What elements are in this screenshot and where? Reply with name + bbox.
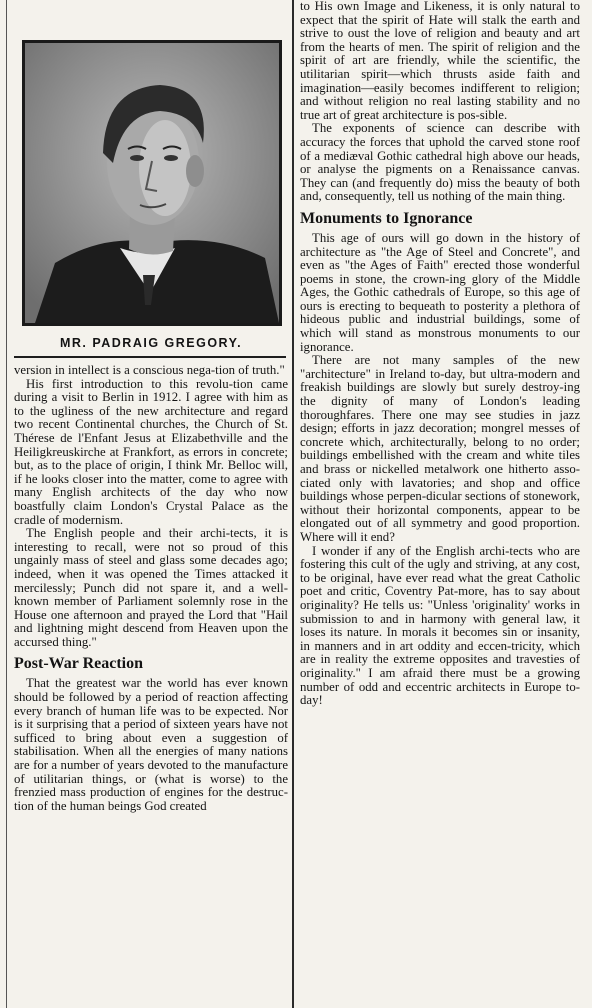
left-paragraph-2: His first introduction to this revolu-tion came during a visit to Berlin in 1912. I agree with him as to the ugliness of the new architecture and regard two recent Continental churches, the Church of St. Thérese de l'Enfant Jesus at Elizabethville and the Heiligkreuskirche at Frankfort, as errors in concrete; but, as to the place of origin, I think Mr. Belloc will, if he looks closer into the matter, come to agree with many English architects of the day who now boastfully claim London's Crystal Palace as the cradle of modernism.: [14, 376, 288, 527]
right-paragraph-4: There are not many samples of the new "architecture" in Ireland to-day, but ultra-modern and freakish buildings are slowly but surely destroy-ing the dignity of many of London's leading thoroughfares. There one may see studies in jazz design; efforts in jazz decoration; mongrel messes of concrete which, architecturally, belong to no order; buildings embellished with the cream and white tiles and brass or nickelled metalwork one hitherto asso-ciated only with lavatories; and shop and office buildings whose perpen-dicular sections of stonework, without their horizontal components, appear to be elongated out of all symmetry and good proportion. Where will it end?: [300, 353, 580, 544]
portrait-caption: MR. PADRAIG GREGORY.: [59, 336, 243, 350]
right-paragraph-1: to His own Image and Likeness, it is only natural to expect that the spirit of Hate will stalk the earth and strive to oust the love of religion and beauty and art from the hearts of men. The spirit of religion and the spirit of art are friendly, while the scientific, the utilitarian spirit—which thrusts aside faith and imagination—easily becomes indifferent to religion; and without religion no real lasting stability and no true art of great architecture is pos-sible.: [300, 0, 580, 122]
right-paragraph-5: I wonder if any of the English archi-tects who are fostering this cult of the ugly and striving, at any cost, to be original, have ever read what the great Catholic poet and critic, Coventry Pat-more, has to say about originality? He tells us: "Unless 'originality' works in submission to and in harmony with general law, it loses its nature. In morals it becomes sin or insanity, in manners and in art oddity and eccen-tricity, which are in reality the extreme opposites and travesties of originality." I am afraid there must be a growing number of odd and eccentric architects in Europe to-day!: [300, 543, 580, 708]
portrait-photo: [22, 40, 282, 326]
left-paragraph-4: That the greatest war the world has ever known should be followed by a period of reaction affecting every branch of human life was to be expected. Nor is it surprising that a period of sixteen years have not sufficed to bring about even a suggestion of stabilisation. When all the energies of many nations are for a number of years devoted to the manufacture of utilitarian things, or (what is worse) to the frenzied mass production of engines for the destruc-tion of the human beings God created: [14, 676, 288, 813]
caption-divider: [14, 356, 286, 358]
left-paragraph-1: version in intellect is a conscious nega-tion of truth.": [14, 363, 285, 377]
column-divider: [292, 0, 294, 1008]
portrait-image: [25, 43, 279, 323]
right-paragraph-2: The exponents of science can describe with accuracy the forces that uphold the carved stone roof of a mediæval Gothic cathedral high above our heads, or analyse the pigments on a Renaissance canvas. They can (and frequently do) miss the beauty of both and, consequently, tell us nothing of the main thing.: [300, 121, 580, 204]
left-margin-rule: [6, 0, 7, 1008]
left-column: [14, 0, 288, 813]
right-column: [300, 0, 580, 708]
left-paragraph-3: The English people and their archi-tects, it is interesting to recall, were not so proud of this ungainly mass of steel and glass some decades ago; indeed, when it was opened the Times attacked it mercilessly; Punch did not spare it, and a well-known member of Parliament solemnly rose in the House one afternoon and prayed the Lord that "Hail and lightning might descend from Heaven upon the accursed thing.": [14, 526, 288, 649]
left-subheading: Post-War Reaction: [14, 655, 144, 673]
right-paragraph-3: This age of ours will go down in the history of architecture as "the Age of Steel and Concrete", and even as "the Ages of Faith" erected those wonderful poems in stone, the crown-ing glory of the Middle Ages, the Gothic cathedrals of Europe, so this age of ours is erecting to bequeath to posterity a plethora of hideous public and industrial buildings, some of which will stand as monstrous monuments to our ignorance.: [300, 230, 580, 354]
right-subheading: Monuments to Ignorance: [300, 209, 473, 227]
